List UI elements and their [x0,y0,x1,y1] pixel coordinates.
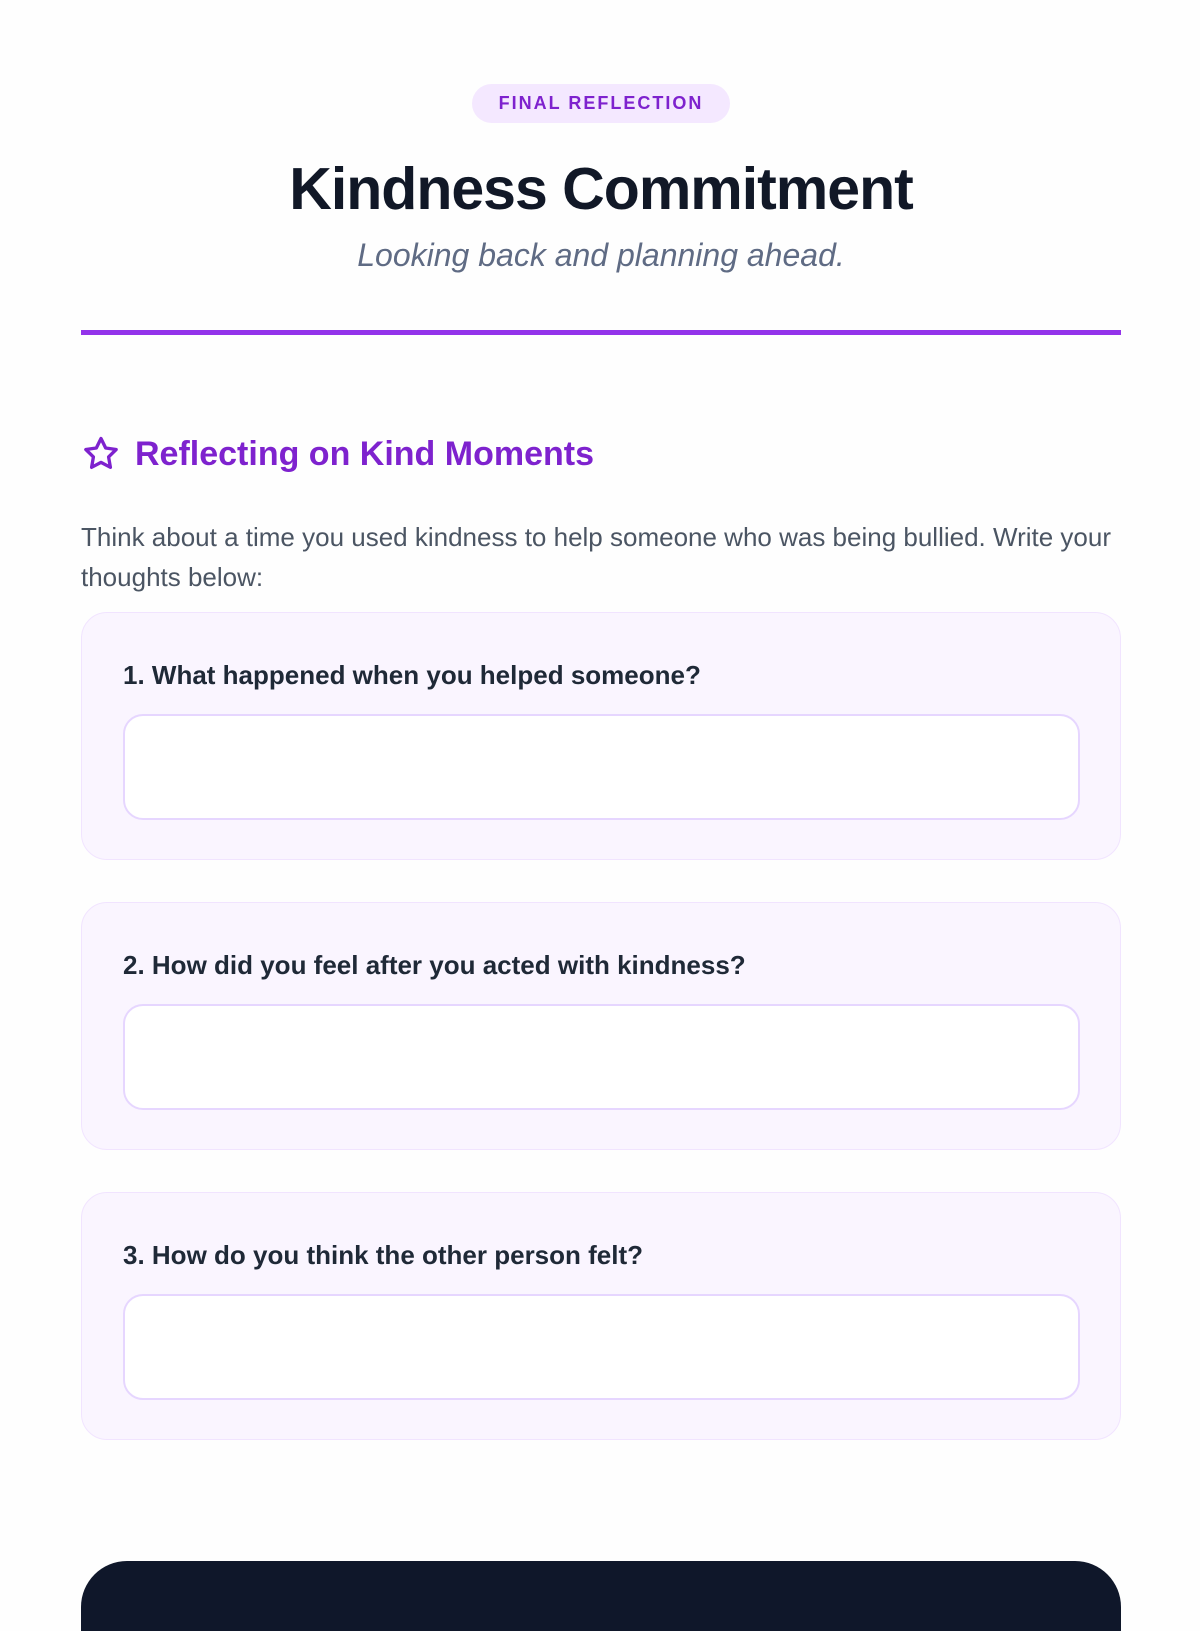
section-heading [81,404,594,504]
question-card-1 [81,612,1121,860]
reflection-page [81,0,1121,1600]
question-label: 3. How do you think the other person felt? [123,1240,644,1270]
answer-field[interactable] [123,714,1080,820]
star-icon [81,434,121,474]
header-divider [81,330,1121,335]
page-subtitle: Looking back and planning ahead. [357,237,845,273]
page-title: Kindness Commitment [289,156,913,222]
question-label: 1. What happened when you helped someone? [123,660,701,690]
reflection-instructions: Think about a time you used kindness to help someone who was being bullied. Write your thoughts below: [81,522,1111,592]
dark-bottom-panel [81,1561,1121,1631]
page-header [81,0,1121,275]
question-label: 2. How did you feel after you acted with kindness? [123,950,746,980]
answer-field[interactable] [123,1294,1080,1400]
question-card-2 [81,902,1121,1150]
question-card-3 [81,1192,1121,1440]
section-title: Reflecting on Kind Moments [135,435,594,474]
answer-field[interactable] [123,1004,1080,1110]
final-reflection-badge: FINAL REFLECTION [472,84,731,123]
